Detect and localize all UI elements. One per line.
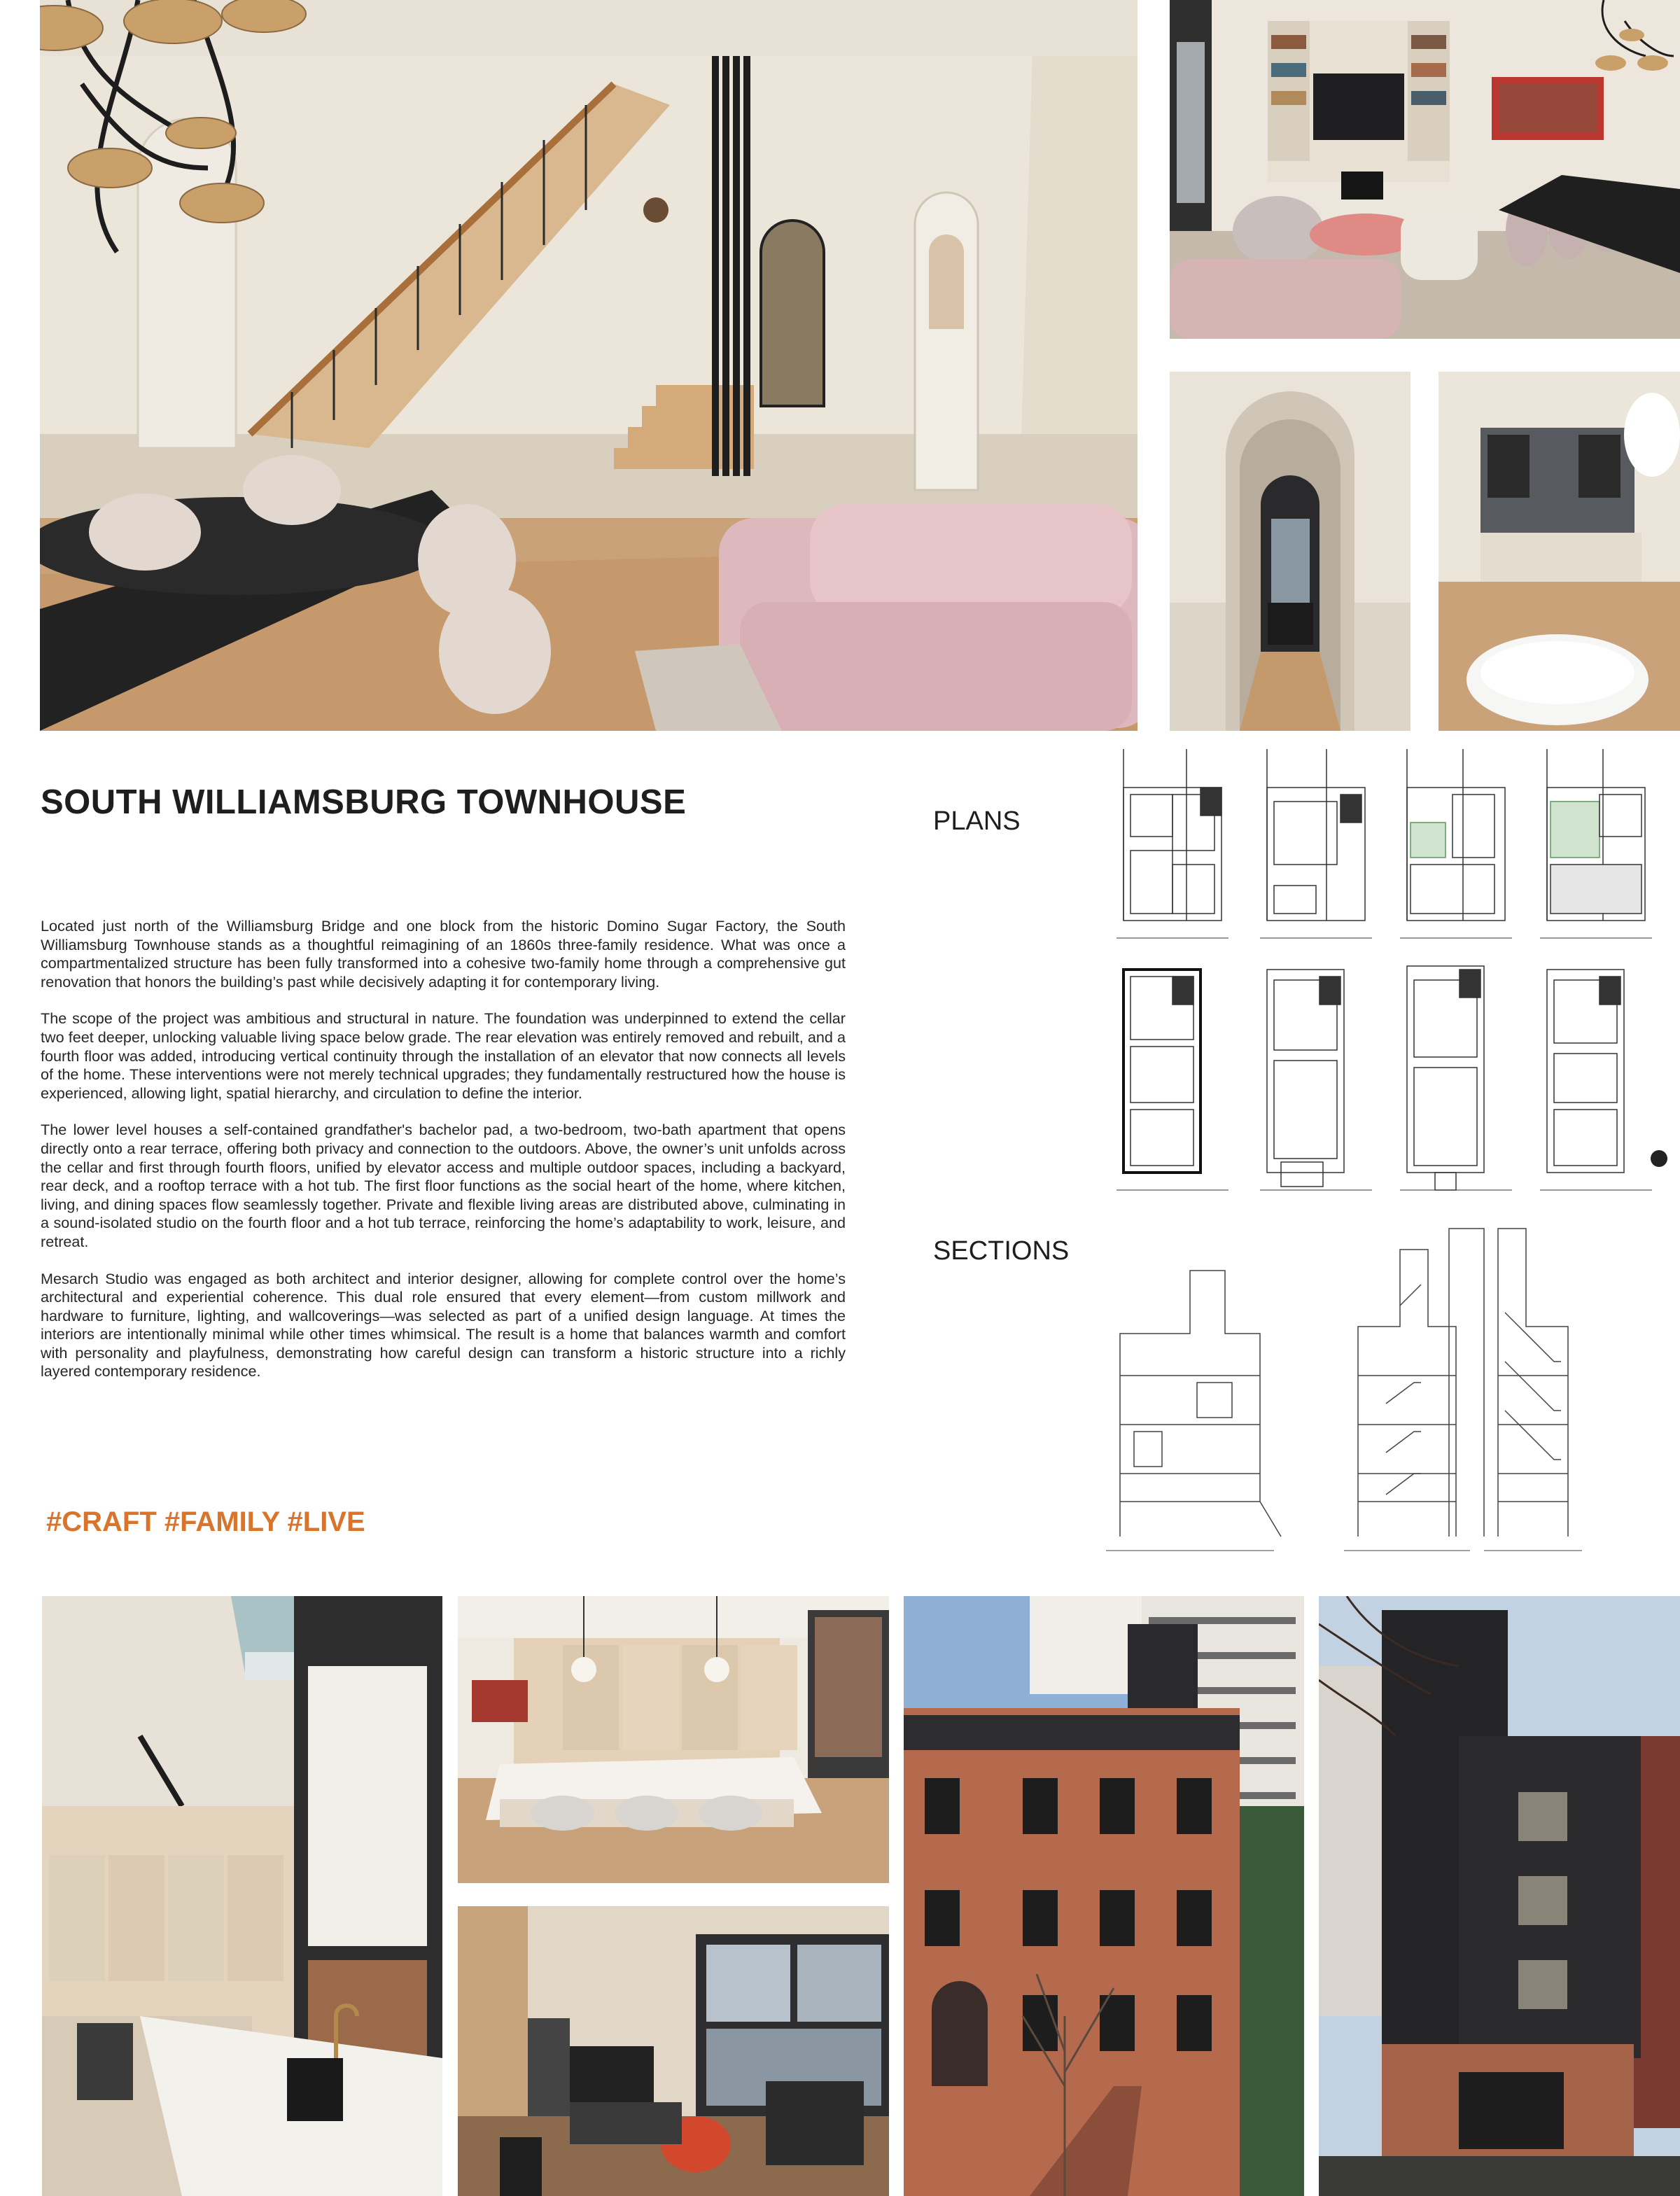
photo-kitchen-island (458, 1596, 889, 1883)
photo-bathroom (1438, 372, 1680, 731)
plan-bottom-4 (1540, 970, 1652, 1190)
description-paragraph: Mesarch Studio was engaged as both architect and interior designer, allowing for complete control over the home’s architectural and experiential coherence. This dual role ensured that every element—from custom millwork and hardware to furniture, lighting, and wallcoverings—was selected as part of a unified design language. At times the interiors are intentionally minimal while other times whimsical. The result is a home that balances warmth and comfort with personality and playfulness, demonstrating how careful design can transform a historic structure into a richly layered contemporary residence. (41, 1269, 846, 1380)
project-title: SOUTH WILLIAMSBURG TOWNHOUSE (41, 783, 687, 821)
sections-label: SECTIONS (933, 1236, 1070, 1266)
north-arrow-icon (1651, 1150, 1667, 1167)
photo-arched-hallway (1170, 372, 1410, 731)
plan-top-4 (1540, 749, 1652, 938)
photo-black-rear-facade (1319, 1596, 1680, 2196)
photo-kitchen-skylight (42, 1596, 442, 2196)
photo-brick-front-facade (904, 1596, 1304, 2196)
hashtags: #CRAFT #FAMILY #LIVE (46, 1506, 365, 1537)
section-2 (1344, 1250, 1470, 1551)
plan-bottom-3 (1400, 966, 1512, 1190)
floor-plans-drawing (1110, 746, 1680, 1202)
description-paragraph: Located just north of the Williamsburg Bridge and one block from the historic Domino Sugar Factory, the South Williamsburg Townhouse stands as a thoughtful reimagining of an 1860s three-family residence. What was once a compartmentalized structure has been fully transformed into a cohesive two-family home through a comprehensive gut renovation that honors the building’s past while decisively adapting it for contemporary living. (41, 917, 846, 991)
description-paragraph: The scope of the project was ambitious and structural in nature. The foundation was underpinned to extend the cellar two feet deeper, unlocking valuable living space below grade. The rear elevation was entirely removed and rebuilt, and a fourth floor was added, introducing vertical continuity through the installation of an elevator that now connects all levels of the home. These interventions were not merely technical upgrades; they fundamentally restructured how the house is experienced, allowing light, spatial hierarchy, and circulation to define the interior. (41, 1009, 846, 1102)
project-description (41, 917, 846, 1399)
building-sections-drawing (1092, 1222, 1680, 1565)
photo-living-room-bookshelves (1170, 0, 1680, 339)
plan-bottom-2 (1260, 970, 1372, 1190)
section-3 (1449, 1229, 1582, 1551)
section-1 (1106, 1271, 1281, 1551)
plan-top-3 (1400, 749, 1512, 938)
plan-top-1 (1116, 749, 1228, 938)
plans-label: PLANS (933, 806, 1021, 836)
description-paragraph: The lower level houses a self-contained grandfather's bachelor pad, a two-bedroom, two-bath apartment that opens directly onto a rear terrace, offering both privacy and connection to the outdoors. Above, the owner’s unit unfolds across the cellar and first through fourth floors, unified by elevator access and multiple outdoor spaces, including a backyard, rear deck, and a rooftop terrace with a hot tub. The first floor functions as the social heart of the home, where kitchen, living, and dining spaces flow seamlessly together. Private and flexible living areas are distributed above, culminating in a sound-isolated studio on the fourth floor and a hot tub terrace, reinforcing the home’s adaptability to work, leisure, and retreat. (41, 1121, 846, 1250)
photo-living-dining-stair (40, 0, 1138, 731)
plan-bottom-1 (1116, 970, 1228, 1190)
plan-top-2 (1260, 749, 1372, 938)
photo-music-studio (458, 1906, 889, 2196)
